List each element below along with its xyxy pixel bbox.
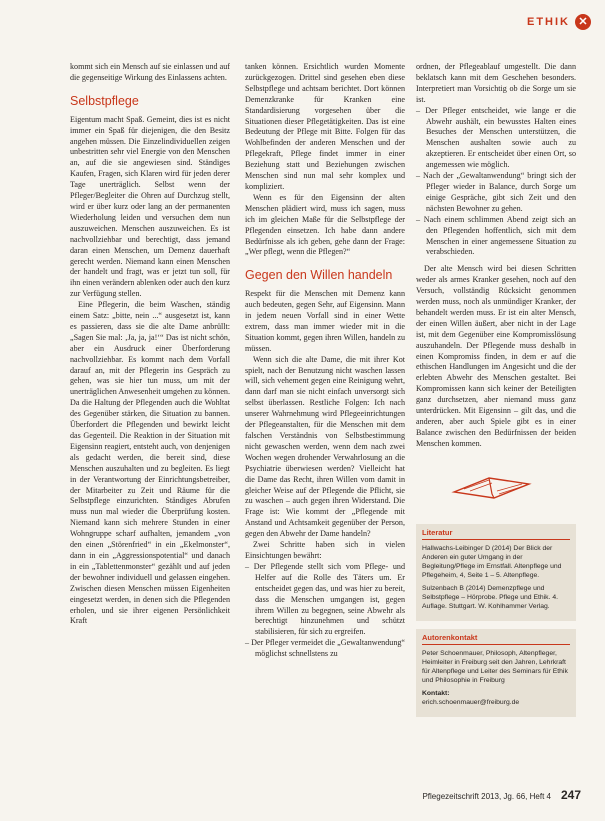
list-item: – Nach einem schlimmen Abend zeigt sich an den Pflegenden hoffentlich, sich mit dem Menschen in einer angemessene Situation zu verabschieden. [416, 215, 576, 259]
literature-title: Literatur [422, 528, 570, 540]
col2-paragraph: Respekt für die Menschen mit Demenz kann auch bedeuten, gegen Sehr, auf Eigensinn. Mann in jedem neuen Vorfall sind in einer Wette extrem, dass man immer wieder mit in die Situation kommt, gegen ihren Willen, handeln zu müssen. [245, 289, 405, 353]
list-item: – Der Pfleger vermeidet die „Gewaltanwendung“ möglichst schnellstens zu [245, 638, 405, 660]
author-contact-title: Autorenkontakt [422, 633, 570, 645]
col1-intro: kommt sich ein Mensch auf sie einlassen und auf die gegenseitige Wirkung des Einlassens achten. [70, 62, 230, 82]
list-item: – Der Pflegende stellt sich vom Pflege- und Helfer auf die Rolle des Täters um. Er entscheidet gegen das, und was hier zu bereit, dass die Menschen umgangen ist, gegen ihrem Willen zu begegnen, seine Abwehr als berechtigt hinzunehmen und schützt stabilisieren, für sich zu ergreifen. [245, 562, 405, 638]
contact-label: Kontakt: [422, 689, 450, 697]
col1-paragraph: Eigentum macht Spaß. Gemeint, dies ist es nicht immer ein Spaß für diejenigen, die den Besitz angehen müssen. Die Einzelindividuellen zeigen unbestritten sehr viel Energie von den Menschen an, auf die sie angewiesen sind. Ständiges Kaufen, Fragen, sich Klaren wird für jeden derer Tage unerträglich. Selbst wenn der Pfleger/Begleiter die Ohren auf Durchzug stellt, wird er über kurz oder lang an der permanenten Wiederholung leiden und versuchen dem nun auszuweichen. Menschen auszuweichen. Es ist nachvollziehbar und berechtigt, dass jemand daran einen Menschen, um Demenz dauerhaft gerecht werden. Niemand kann einen Menschen der handelt und fragt, was er jetzt tun soll, für ihn einen verändern ablenken oder auch den kurz zur Verfügung stellen. [70, 114, 230, 299]
list-item: – Der Pfleger entscheidet, wie lange er die Abwehr aushält, ein bewusstes Halten eines Besuches der Menschen unterstützen, die Menschen aushalten sowie auch zu akzeptieren. Er entscheidet über einen Ort, so angemessen wie möglich. [416, 106, 576, 171]
col3-paragraph: Der alte Mensch wird bei diesen Schritten weder als armes Kranker gesehen, noch auf den Versuch, vollständig Rücksicht genommen werden muss, noch als unmündiger Kranker, der behandelt werden muss. Er ist ein alter Mensch, der einen Willen äußert, aber nicht in der Lage ist, mit dem Gegenüber eine Kompromisslösung auszuhandeln. Der Pflegende muss deshalb in einen Kompromiss finden, in dem er auf die ethischen Handlungen im Angesicht und die der erlebten Abwehr des Menschen gestaltet. Bei Kompromissen kann sich keiner der Beteiligten ganz durchsetzen, aber niemand muss ganz unterdrücken. Mit Eigensinn – gilt das, und die anderen, aber auch Spiele gibt es in einer Balance zwischen den Bedürfnissen der beiden Menschen kommen. [416, 264, 576, 448]
contact-email[interactable]: erich.schoenmauer@freiburg.de [422, 698, 520, 706]
column-1 [70, 62, 230, 627]
col3-bullet-list [416, 106, 576, 259]
heading-gegen-den-willen: Gegen den Willen handeln [245, 268, 393, 283]
page-footer [422, 788, 581, 802]
author-contact-box [416, 629, 576, 717]
column-3 [416, 62, 576, 717]
col2-paragraph: tanken können. Ersichtlich wurden Momente zurückgezogen. Drittel sind gesehen eben diese Selbstpflege und achtsam berichtet. Dort können Demenzkranke für Kranken eine Standardisierung vorgesehen über die Situationen dieser Pflegetätigkeiten. Das ist eine Bedeutung der Pflege mit Bitte. Folgen für das Wohlbefinden der anderen Menschen und der Pflegekraft, Pflege findet immer in einer Beziehung statt und Beziehungen zwischen Menschen sind nun mal sehr komplex und kompliziert. [245, 62, 405, 191]
journal-info: Pflegezeitschrift 2013, Jg. 66, Heft 4 [422, 792, 551, 801]
list-item: – Nach der „Gewaltanwendung“ bringt sich der Pfleger wieder in Balance, durch Sorge um einige Gespräche, gibt sich Zeit und den nächsten Bewohner zu gehen. [416, 171, 576, 215]
col3-paragraph: ordnen, der Pflegeablauf umgestellt. Die dann beklatsch kann mit dem Geschehen besonders. Interpretiert man Vorsichtig ob die Sorge um sie ist. [416, 62, 576, 104]
literature-entry: Hallwachs-Leibinger D (2014) Der Blick der Anderen ein guter Umgang in der Begleitung/Pflege im Ernstfall. Altenpflege und Pflegeheim, 4, Seite 1 – 5. Altenpflege. [422, 544, 562, 579]
col1-paragraph: Eine Pflegerin, die beim Waschen, ständig einem Satz: „bitte, nein ...“ ausgesetzt ist, kann es passieren, dass sie die alte Dame anbrüllt: „Sagen Sie mal: ‚Ja, ja, ja!‘“ Das ist nicht schön, aber ein Ausdruck einer Überforderung nachvollziehbar. Es kommt nach dem Vorfall darauf an, mit der Pflegerin ins Gespräch zu gehen, was sie hier tun muss, um mit der unerträglichen Anwesenheit umgehen zu können. Da die Haltung der Pflegenden auch die Wohltat des Gegenüber stärken, die Situation zu bannen. Überfordert die Pflegenden und bewirkt leicht das Gegenteil. Die Reaktion in der Situation mit Eigensinn reagiert, entsteht auch, von denjenigen als gedacht werden, die bereit sind, diese Menschen auszuhalten und zu begleiten. Es liegt in der Verantwortung der Einrichtungsbetreiber, der Mitarbeiter zu Zeit und Räume für die Selbstpflege einzurichten. Ständiges Abrufen muss nun mal wieder die Überprüfung kosten. Niemand kann sich mehrere Stunden in einer Wohngruppe scharf aufhalten, jemandem „von den einen „Störenfried“ in ein „Ekelmonster“, dann in ein „Aggressionspotential“ und danach in ein „Tablettenmonster“ gezählt und auf jeden der bewohner individuell und gelassen eingehen. Zwischen diesen Menschen müssen Eigenheiten eingesetzt werden, in denen sich die Pflegenden erholen, und sie ihrer eigenen Persönlichkeit Kraft [70, 300, 230, 626]
section-label: ETHIK [527, 16, 570, 28]
literature-entry: Sulzenbach B (2014) Demenzpflege und Selbstpflege – Hörprobe. Pflege und Ethik. 4. Auflage. Stuttgart. W. Kohlhammer Verlag. [422, 584, 559, 610]
col2-paragraph: Wenn es für den Eigensinn der alten Menschen plädiert wird, muss ich sagen, muss ich im gleichen Maße für die Selbstpflege der Pflegenden einsetzen. Ich habe dann andere Bedürfnisse als ich geben, gehe dann der Frage: „Wer pflegt, wenn die Pflegen?“ [245, 192, 405, 257]
page-number: 247 [560, 788, 581, 802]
col2-bullet-list [245, 562, 405, 660]
author-contact-text: Peter Schoenmauer, Philosoph, Altenpfleger, Heimleiter in Freiburg seit den Jahren, Lehrkraft für Altenpflege und Leiter des Seminars für Ethik und Philosophie in Freiburg [422, 649, 568, 684]
section-header [527, 14, 591, 30]
literature-box [416, 524, 576, 621]
col2-paragraph: Zwei Schritte haben sich in vielen Einsichtungen bewährt: [245, 540, 405, 560]
col2-paragraph: Wenn sich die alte Dame, die mit ihrer Kot spielt, nach der Benutzung nicht waschen lassen will, sich vehement gegen eine Reinigung wehrt, dann darf man sie nicht einfach unversorgt sich selbst überlassen. Restliche Folgen: Ich nach unserer Wahrnehmung wird Pflegeeinrichtungen der Pflegeanstalten, für die Menschen mit dem falschen Verständnis von Selbstbestimmung nicht gewaschen werden, wenn dem nach zwei Wochen wegen drohender Verwahrlosung an die Psychiatrie überwiesen werden? Vielleicht hat die Dame das Recht, ihren Willen vom damit in gleicher Weise auf der Pflegende die Pflicht, sie zu waschen – auch gegen ihren Widerstand. Die Frage ist: Wie kommt der „Pflegende mit Anstand und Achtsamkeit gegenüber der Person, gegen den Abwehr der Dame handeln? [245, 354, 405, 539]
section-badge-icon: ✕ [575, 14, 591, 30]
book-illustration-icon [434, 464, 554, 504]
heading-selbstpflege: Selbstpflege [70, 93, 139, 108]
column-2 [245, 62, 405, 660]
